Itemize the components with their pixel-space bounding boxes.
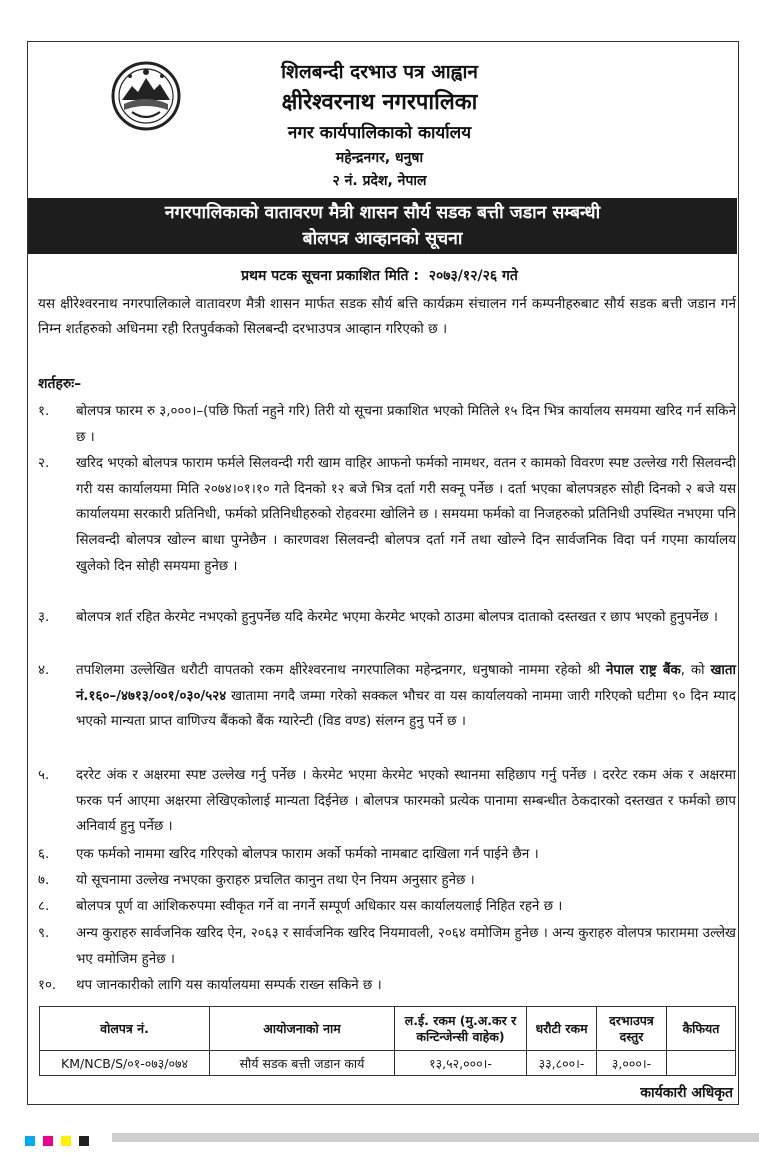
condition-number: २. <box>38 456 50 471</box>
publish-date-value: २०७३/१२/२६ गते <box>428 268 518 284</box>
print-gray-bar <box>112 1133 759 1142</box>
condition-text: एक फर्मको नाममा खरिद गरिएको बोलपत्र फाराम अर्को फर्मको नामबाट दाखिला गर्न पाईने छैन । <box>76 847 539 862</box>
bank-name: नेपाल राष्ट्र बैंक <box>605 663 681 678</box>
condition-number: १. <box>38 404 50 419</box>
condition-number: ३. <box>38 610 50 625</box>
office-name: नगर कार्यपालिकाको कार्यालय <box>287 123 472 143</box>
print-color-marks <box>25 1131 97 1150</box>
account-label: खाता नं. <box>76 663 736 704</box>
table-cell: १३,५२,०००।- <box>395 1051 527 1076</box>
condition-number: ५. <box>38 768 50 783</box>
table-row <box>40 1051 736 1076</box>
notice-type-heading: शिलबन्दी दरभाउ पत्र आह्वान <box>281 61 478 83</box>
table-header-row <box>40 1007 736 1051</box>
signature-title: कार्यकारी अधिकृत <box>640 1085 733 1101</box>
condition-number: ९. <box>38 926 50 941</box>
banner-line-2: बोलपत्र आव्हानको सूचना <box>302 229 463 249</box>
yellow-swatch <box>61 1136 71 1146</box>
condition-number: १०. <box>38 978 57 993</box>
banner-line-1: नगरपालिकाको वातावरण मैत्री शासन सौर्य सडक बत्ती जडान सम्बन्धी <box>164 203 601 223</box>
condition-text-part: , को <box>680 663 711 678</box>
office-address: महेन्द्रनगर, धनुषा <box>335 150 424 166</box>
table-cell <box>667 1051 736 1076</box>
column-header: ल.ई. रकम (मु.अ.कर र कन्टिन्जेन्सी वाहेक) <box>395 1007 527 1051</box>
office-province: २ नं. प्रदेश, नेपाल <box>332 173 427 189</box>
conditions-heading: शर्तहरुः– <box>38 376 82 392</box>
column-header: आयोजनाको नाम <box>210 1007 395 1051</box>
publish-date-line <box>0 266 759 285</box>
condition-text-part: तपशिलमा उल्लेखित धरौटी वापतको रकम क्षीरेश्वरनाथ नगरपालिका महेन्द्रनगर, धनुषाको नाममा रहेको श्री <box>76 663 606 678</box>
column-header: वोलपत्र नं. <box>40 1007 210 1051</box>
condition-number: ४. <box>38 663 50 678</box>
column-header: कैफियत <box>667 1007 736 1051</box>
tender-table <box>39 1006 736 1076</box>
condition-text: बोलपत्र फारम रु ३,०००।–(पछि फिर्ता नहुने गरि) तिरी यो सूचना प्रकाशित भएको मितिले १५ दिन भित्र कार्यालय समयमा खरिद गर्न सकिने छ । <box>76 404 736 445</box>
condition-text: थप जानकारीको लागि यस कार्यालयमा सम्पर्क राख्न सकिने छ । <box>76 978 382 993</box>
black-swatch <box>79 1136 89 1146</box>
condition-number: ८. <box>38 899 50 914</box>
condition-text: दररेट अंक र अक्षरमा स्पष्ट उल्लेख गर्नु पर्नेछ । केरमेट भएमा केरमेट भएको स्थानमा सहिछाप गर्नु पर्नेछ । दररेट रकम अंक र अक्षरमा फरक पर्न आएमा अक्षरमा लेखिएकोलाई मान्यता दिईनेछ । बोलपत्र फारमको प्रत्येक पानामा सम्बन्धीत ठेकदारको दस्तखत र फर्मको छाप अनिवार्य हुनु पर्नेछ । <box>76 768 736 835</box>
magenta-swatch <box>43 1136 53 1146</box>
table-cell: सौर्य सडक बत्ती जडान कार्य <box>210 1051 395 1076</box>
notice-title-banner <box>28 198 737 254</box>
column-header: दरभाउपत्र दस्तुर <box>597 1007 667 1051</box>
condition-number: ७. <box>38 873 50 888</box>
condition-text: बोलपत्र पूर्ण वा आंशिकरुपमा स्वीकृत गर्ने वा नगर्ने सम्पूर्ण अधिकार यस कार्यालयलाई निहित रहने छ । <box>76 899 563 914</box>
municipality-name: क्षीरेश्वरनाथ नगरपालिका <box>281 90 478 115</box>
table-cell: KM/NCB/S/०१-०७३/०७४ <box>40 1051 210 1076</box>
condition-text: यो सूचनामा उल्लेख नभएका कुराहरु प्रचलित कानुन तथा ऐन नियम अनुसार हुनेछ । <box>76 873 475 888</box>
condition-text: खरिद भएको बोलपत्र फाराम फर्मले सिलवन्दी गरी खाम वाहिर आफनो फर्मको नामथर, वतन र कामको विवरण स्पष्ट उल्लेख गरी सिलवन्दी गरी यस कार्यालयमा मिति २०७४।०१।१० गते दिनको १२ बजे भित्र दर्ता गरी सक्नू पर्नेछ । दर्ता भएका बोलपत्रहरु सोही दिनको २ बजे यस कार्यालयमा सरकारी प्रतिनिधी, फर्मको प्रतिनिधीहरुको रोहवरमा खोलिने छ । समयमा फर्मको वा निजहरुको प्रतिनिधी उपस्थित नभएमा पनि सिलवन्दी बोलपत्र खोल्न बाधा पुग्नेछैन । कारणवश सिलवन्दी बोलपत्र दर्ता गर्ने तथा खोल्ने दिन सार्वजनिक विदा पर्न गएमा कार्यालय खुलेको दिन सोही समयमा हुनेछ । <box>76 456 736 574</box>
condition-text <box>76 658 736 735</box>
account-number: १६०–/४७१३/००१/०३०/५२४ <box>88 688 227 704</box>
table-cell: ३,०००।- <box>597 1051 667 1076</box>
condition-text: अन्य कुराहरु सार्वजनिक खरिद ऐन, २०६३ र सार्वजनिक खरिद नियमावली, २०६४ वमोजिम हुनेछ । अन्य कुराहरु वोलपत्र फाराममा उल्लेख भए वमोजिम हुनेछ । <box>76 926 737 967</box>
publish-date-label: प्रथम पटक सूचना प्रकाशित मिति : <box>241 268 419 284</box>
condition-number: ६. <box>38 847 50 862</box>
condition-text-part: खातामा नगदै जम्मा गरेको सक्कल भौचर वा यस कार्यालयको नाममा जारी गरिएको घटीमा ९० दिन म्याद भएको मान्यता प्राप्त वाणिज्य बैंकको बैंक ग्यारेन्टी (विड वण्ड) संलग्न हुनु पर्ने छ । <box>76 688 736 730</box>
condition-text: बोलपत्र शर्त रहित केरमेट नभएको हुनुपर्नेछ यदि केरमेट भएमा केरमेट भएको ठाउमा बोलपत्र दाताको दस्तखत र छाप भएको हुनुपर्नेछ । <box>76 610 718 625</box>
cyan-swatch <box>25 1136 35 1146</box>
column-header: धरौटी रकम <box>527 1007 597 1051</box>
table-cell: ३३,८००।- <box>527 1051 597 1076</box>
intro-paragraph: यस क्षीरेश्वरनाथ नगरपालिकाले वातावरण मैत्री शासन मार्फत सडक सौर्य बत्ति कार्यक्रम संचालन गर्न कम्पनीहरुबाट सौर्य सडक बत्ती जडान गर्न निम्न शर्तहरुको अधिनमा रही रितपुर्वकको सिलबन्दी दरभाउपत्र आव्हान गरिएको छ । <box>38 296 736 337</box>
